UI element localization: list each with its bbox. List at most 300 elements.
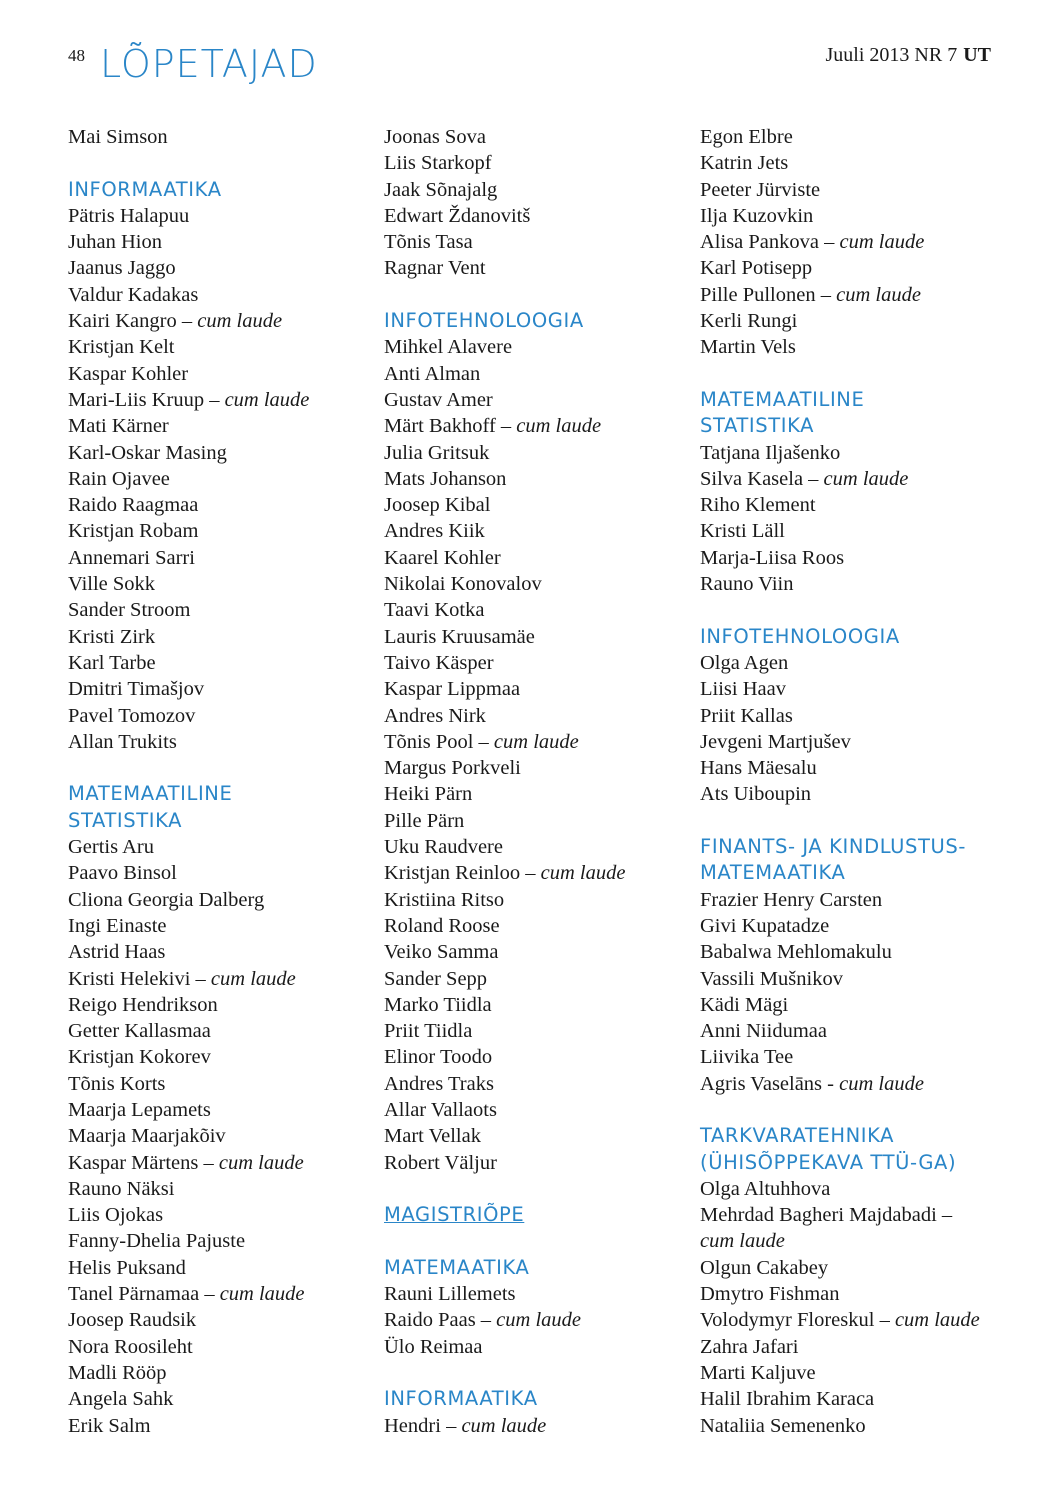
graduate-entry	[384, 966, 684, 992]
graduate-entry	[700, 1334, 1020, 1360]
brand-logo: UT	[963, 44, 991, 66]
graduate-name: Givi Kupatadze	[700, 914, 830, 937]
graduate-name: Mats Johanson	[384, 467, 507, 490]
graduate-entry	[68, 518, 368, 544]
graduate-entry	[68, 124, 368, 150]
graduate-name: Kristjan Reinloo	[384, 862, 521, 885]
graduate-entry	[384, 387, 684, 413]
honor-label: cum laude	[197, 310, 283, 333]
graduate-entry	[68, 729, 368, 755]
graduate-name: Jevgeni Martjušev	[700, 730, 851, 753]
honor-label: cum laude	[516, 415, 602, 438]
graduate-entry	[384, 229, 684, 255]
graduate-name: Tõnis Tasa	[384, 231, 473, 254]
graduate-entry	[68, 913, 368, 939]
graduate-entry	[700, 887, 1020, 913]
graduate-name: Roland Roose	[384, 914, 500, 937]
honor-label: cum laude	[894, 1309, 980, 1332]
graduate-entry	[384, 1281, 684, 1307]
column-2	[384, 124, 684, 1439]
graduate-entry	[700, 1360, 1020, 1386]
graduate-name: Taavi Kotka	[384, 599, 485, 622]
graduate-name: Mihkel Alavere	[384, 336, 513, 359]
graduate-name: Pätris Halapuu	[68, 204, 190, 227]
graduate-name: Pille Pullonen	[700, 283, 816, 306]
graduate-entry	[68, 1097, 368, 1123]
graduate-entry	[700, 124, 1020, 150]
graduate-entry	[384, 1150, 684, 1176]
graduate-name: Fanny-Dhelia Pajuste	[68, 1230, 246, 1253]
graduate-entry	[384, 860, 684, 886]
graduate-entry	[384, 808, 684, 834]
graduate-name: Frazier Henry Carsten	[700, 888, 883, 911]
graduate-entry	[700, 966, 1020, 992]
graduate-entry	[384, 676, 684, 702]
graduate-name: Sander Sepp	[384, 967, 488, 990]
graduate-name: Valdur Kadakas	[68, 283, 199, 306]
graduate-name: Peeter Jürviste	[700, 178, 821, 201]
section-heading: INFOTEHNOLOOGIA	[700, 624, 900, 648]
honor-separator: –	[803, 467, 824, 490]
honor-label: cum laude	[839, 1072, 924, 1095]
section-heading: MATEMAATILINE	[700, 387, 865, 411]
graduate-name: Agris Vaselāns	[700, 1072, 823, 1095]
graduate-name: Liis Starkopf	[384, 152, 492, 175]
section-heading: INFORMAATIKA	[384, 1387, 538, 1411]
graduate-entry	[700, 571, 1020, 597]
graduate-entry	[700, 1386, 1020, 1412]
spacer	[700, 808, 1020, 834]
honor-separator: –	[204, 388, 225, 411]
graduate-name: Hendri	[384, 1414, 441, 1437]
graduate-entry	[68, 229, 368, 255]
graduate-name: Erik Salm	[68, 1414, 151, 1437]
graduate-name: Mehrdad Bagheri Majdabadi –	[700, 1204, 953, 1227]
graduate-entry	[68, 992, 368, 1018]
graduate-name: Edwart Ždanovitš	[384, 204, 531, 227]
graduate-entry	[384, 1097, 684, 1123]
graduate-entry	[700, 1281, 1020, 1307]
honor-separator: –	[440, 1414, 462, 1437]
section-heading: MATEMAATIKA	[384, 1255, 530, 1279]
graduate-entry	[68, 466, 368, 492]
spacer	[384, 1176, 684, 1202]
honor-separator: -	[822, 1072, 840, 1095]
graduate-name: Uku Raudvere	[384, 836, 503, 859]
honor-separator: –	[199, 1283, 220, 1306]
graduate-entry	[700, 518, 1020, 544]
graduate-name: Margus Porkveli	[384, 757, 521, 780]
graduate-name: Kaspar Märtens	[68, 1151, 199, 1174]
graduate-name: Raido Paas	[384, 1309, 476, 1332]
graduate-entry	[700, 466, 1020, 492]
graduate-name: Paavo Binsol	[68, 862, 177, 885]
honor-label: cum laude	[700, 1230, 785, 1253]
graduate-name: Heiki Pärn	[384, 783, 473, 806]
graduate-name: Andres Nirk	[384, 704, 486, 727]
graduate-name: Nikolai Konovalov	[384, 573, 542, 596]
graduate-name: Martin Vels	[700, 336, 796, 359]
graduate-entry	[700, 1202, 1020, 1228]
graduate-entry	[700, 1255, 1020, 1281]
section-heading: INFORMAATIKA	[68, 177, 222, 201]
graduate-name: Madli Rööp	[68, 1361, 167, 1384]
graduate-name: Mari-Liis Kruup	[68, 388, 205, 411]
graduate-name: Andres Traks	[384, 1072, 494, 1095]
graduate-entry	[384, 177, 684, 203]
graduate-name: Zahra Jafari	[700, 1335, 799, 1358]
graduate-name: Allan Trukits	[68, 730, 177, 753]
graduate-entry	[68, 1255, 368, 1281]
spacer	[68, 150, 368, 176]
honor-separator: –	[176, 310, 198, 333]
graduate-entry	[700, 676, 1020, 702]
section-heading: MATEMAATIKA	[700, 861, 846, 885]
graduate-name: Sander Stroom	[68, 599, 191, 622]
graduate-name: Andres Kiik	[384, 520, 485, 543]
graduate-entry	[700, 913, 1020, 939]
graduate-entry	[384, 492, 684, 518]
graduate-name: Olgun Cakabey	[700, 1256, 829, 1279]
graduate-name: Joonas Sova	[384, 126, 486, 148]
graduate-name: Riho Klement	[700, 494, 816, 517]
graduate-entry	[68, 624, 368, 650]
graduate-entry	[700, 729, 1020, 755]
graduate-entry	[384, 1334, 684, 1360]
graduate-name: Kristi Helekivi	[68, 967, 191, 990]
graduate-entry	[384, 124, 684, 150]
honor-separator: –	[198, 1151, 219, 1174]
graduate-name: Kaspar Lippmaa	[384, 678, 521, 701]
honor-separator: –	[819, 231, 840, 254]
graduate-name: Joosep Kibal	[384, 494, 491, 517]
graduate-name: Julia Gritsuk	[384, 441, 490, 464]
graduate-entry	[68, 387, 368, 413]
graduate-entry	[68, 1044, 368, 1070]
graduate-name: Dmytro Fishman	[700, 1283, 840, 1306]
graduate-entry	[384, 755, 684, 781]
honor-separator: –	[520, 862, 541, 885]
graduate-name: Mart Vellak	[384, 1125, 481, 1148]
graduate-name: Dmitri Timašjov	[68, 678, 205, 701]
graduate-entry-continuation	[700, 1228, 1020, 1254]
graduate-name: Olga Altuhhova	[700, 1177, 831, 1200]
graduate-name: Tõnis Pool	[384, 730, 474, 753]
graduate-entry	[68, 676, 368, 702]
graduate-name: Helis Puksand	[68, 1256, 186, 1279]
graduate-name: Kaspar Kohler	[68, 362, 189, 385]
graduate-name: Kristi Läll	[700, 520, 785, 543]
honor-label: cum laude	[836, 283, 921, 306]
graduate-entry	[68, 1413, 368, 1439]
graduate-name: Tanel Pärnamaa	[68, 1283, 200, 1306]
graduate-entry	[384, 992, 684, 1018]
graduate-entry	[700, 1413, 1020, 1439]
graduate-entry	[68, 203, 368, 229]
graduate-entry	[384, 1044, 684, 1070]
graduate-name: Ville Sokk	[68, 573, 156, 596]
graduate-name: Liivika Tee	[700, 1046, 794, 1069]
graduate-name: Ülo Reimaa	[384, 1335, 483, 1358]
graduate-entry	[68, 308, 368, 334]
graduate-entry	[384, 518, 684, 544]
graduate-name: Reigo Hendrikson	[68, 993, 218, 1016]
graduate-entry	[384, 440, 684, 466]
graduate-name: Anti Alman	[384, 362, 481, 385]
graduate-entry	[384, 1413, 684, 1439]
spacer	[384, 282, 684, 308]
graduate-name: Angela Sahk	[68, 1388, 174, 1411]
graduate-name: Kerli Rungi	[700, 310, 798, 333]
graduate-entry	[68, 1307, 368, 1333]
honor-label: cum laude	[823, 467, 909, 490]
graduate-entry	[700, 334, 1020, 360]
graduate-name: Ats Uiboupin	[700, 783, 812, 806]
graduate-entry	[68, 1281, 368, 1307]
graduate-entry	[384, 413, 684, 439]
honor-label: cum laude	[839, 231, 925, 254]
graduate-entry	[68, 1071, 368, 1097]
graduate-name: Marja-Liisa Roos	[700, 546, 845, 569]
graduate-entry	[384, 1071, 684, 1097]
graduate-name: Hans Mäesalu	[700, 757, 817, 780]
graduate-entry	[384, 913, 684, 939]
graduate-name: Karl-Oskar Masing	[68, 441, 227, 464]
graduate-name: Silva Kasela	[700, 467, 804, 490]
honor-label: cum laude	[540, 862, 626, 885]
graduate-entry	[700, 1307, 1020, 1333]
graduate-entry	[384, 781, 684, 807]
graduate-name: Rauni Lillemets	[384, 1283, 516, 1306]
graduate-entry	[700, 939, 1020, 965]
column-1	[68, 124, 368, 1439]
honor-separator: –	[495, 415, 517, 438]
graduate-entry	[68, 966, 368, 992]
graduate-entry	[68, 939, 368, 965]
graduate-name: Kairi Kangro	[68, 310, 177, 333]
graduate-name: Ilja Kuzovkin	[700, 204, 814, 227]
graduate-name: Lauris Kruusamäe	[384, 625, 535, 648]
graduate-name: Karl Tarbe	[68, 651, 156, 674]
graduate-entry	[68, 1018, 368, 1044]
honor-label: cum laude	[218, 1151, 304, 1174]
honor-separator: –	[473, 730, 494, 753]
section-heading: (ÜHISÕPPEKAVA TTÜ-GA)	[700, 1150, 957, 1174]
graduate-name: Getter Kallasmaa	[68, 1020, 211, 1043]
graduate-name: Nataliia Semenenko	[700, 1414, 866, 1437]
graduate-entry	[700, 255, 1020, 281]
graduate-entry	[700, 1071, 1020, 1097]
graduate-entry	[384, 834, 684, 860]
graduate-name: Cliona Georgia Dalberg	[68, 888, 265, 911]
graduate-name: Kristiina Ritso	[384, 888, 505, 911]
graduate-name: Allar Vallaots	[384, 1098, 497, 1121]
graduate-name: Nora Roosileht	[68, 1335, 193, 1358]
graduate-entry	[68, 361, 368, 387]
graduate-entry	[68, 703, 368, 729]
graduate-name: Pavel Tomozov	[68, 704, 196, 727]
honor-label: cum laude	[493, 730, 579, 753]
issue-info	[826, 44, 991, 67]
honor-label: cum laude	[496, 1309, 581, 1332]
graduate-name: Märt Bakhoff	[384, 415, 496, 438]
graduate-name: Tatjana Iljašenko	[700, 441, 841, 464]
graduate-name: Astrid Haas	[68, 941, 166, 964]
honor-separator: –	[874, 1309, 895, 1332]
graduate-name: Vassili Mušnikov	[700, 967, 843, 990]
graduate-name: Priit Kallas	[700, 704, 793, 727]
honor-separator: –	[190, 967, 211, 990]
graduate-name: Rauno Viin	[700, 573, 794, 596]
graduate-entry	[700, 282, 1020, 308]
honor-separator: –	[815, 283, 837, 306]
graduate-entry	[384, 1018, 684, 1044]
section-heading: FINANTS- JA KINDLUSTUS-	[700, 835, 967, 859]
graduate-entry	[68, 887, 368, 913]
graduate-name: Marti Kaljuve	[700, 1361, 816, 1384]
graduate-entry	[700, 755, 1020, 781]
graduate-entry	[384, 545, 684, 571]
graduate-name: Rain Ojavee	[68, 467, 170, 490]
graduate-entry	[700, 545, 1020, 571]
graduate-name: Ingi Einaste	[68, 914, 167, 937]
graduate-name: Mai Simson	[68, 126, 168, 148]
graduate-entry	[384, 597, 684, 623]
graduate-name: Marko Tiidla	[384, 993, 492, 1016]
graduate-entry	[68, 1228, 368, 1254]
honor-label: cum laude	[461, 1414, 547, 1437]
section-heading: TARKVARATEHNIKA	[700, 1124, 895, 1148]
graduate-entry	[384, 729, 684, 755]
graduate-name: Anni Niidumaa	[700, 1020, 827, 1043]
graduate-name: Mati Kärner	[68, 415, 169, 438]
graduate-entry	[700, 781, 1020, 807]
graduate-name: Kaarel Kohler	[384, 546, 501, 569]
graduate-entry	[384, 150, 684, 176]
graduate-entry	[384, 203, 684, 229]
graduate-entry	[68, 860, 368, 886]
graduate-entry	[384, 571, 684, 597]
honor-separator: –	[475, 1309, 497, 1332]
graduate-name: Liis Ojokas	[68, 1204, 164, 1227]
spacer	[68, 755, 368, 781]
graduate-name: Karl Potisepp	[700, 257, 813, 280]
honor-label: cum laude	[219, 1283, 305, 1306]
graduate-entry	[68, 597, 368, 623]
graduate-entry	[68, 1334, 368, 1360]
graduate-entry	[68, 545, 368, 571]
graduate-name: Jaanus Jaggo	[68, 257, 176, 280]
honor-label: cum laude	[210, 967, 296, 990]
graduate-name: Rauno Näksi	[68, 1177, 175, 1200]
graduate-entry	[384, 1123, 684, 1149]
spacer	[700, 597, 1020, 623]
graduate-name: Halil Ibrahim Karaca	[700, 1388, 875, 1411]
spacer	[700, 1097, 1020, 1123]
graduate-entry	[384, 650, 684, 676]
graduate-name: Joosep Raudsik	[68, 1309, 197, 1332]
section-heading: STATISTIKA	[700, 414, 815, 438]
graduate-entry	[68, 1386, 368, 1412]
section-heading: INFOTEHNOLOOGIA	[384, 309, 584, 333]
graduate-entry	[700, 440, 1020, 466]
graduate-entry	[68, 571, 368, 597]
graduate-entry	[700, 150, 1020, 176]
graduate-name: Jaak Sõnajalg	[384, 178, 498, 201]
graduate-entry	[68, 650, 368, 676]
graduate-name: Babalwa Mehlomakulu	[700, 941, 892, 964]
graduate-name: Robert Väljur	[384, 1151, 497, 1174]
graduate-entry	[384, 255, 684, 281]
graduate-entry	[68, 334, 368, 360]
section-heading: STATISTIKA	[68, 808, 183, 832]
graduate-entry	[68, 834, 368, 860]
graduate-entry	[700, 650, 1020, 676]
issue-date: Juuli 2013 NR 7	[825, 44, 958, 66]
graduate-entry	[700, 992, 1020, 1018]
graduate-name: Juhan Hion	[68, 231, 162, 254]
graduate-entry	[384, 466, 684, 492]
graduate-name: Liisi Haav	[700, 678, 786, 701]
column-3	[700, 124, 1020, 1439]
graduate-entry	[384, 703, 684, 729]
section-heading-link[interactable]: MAGISTRIÕPE	[384, 1203, 525, 1227]
graduate-name: Annemari Sarri	[68, 546, 195, 569]
graduate-name: Tõnis Korts	[68, 1072, 166, 1095]
graduate-name: Veiko Samma	[384, 941, 499, 964]
graduate-name: Kristjan Kokorev	[68, 1046, 211, 1069]
graduate-name: Kristjan Robam	[68, 520, 199, 543]
graduate-entry	[68, 1176, 368, 1202]
graduate-name: Katrin Jets	[700, 152, 789, 175]
graduate-name: Maarja Maarjakõiv	[68, 1125, 226, 1148]
graduate-entry	[700, 492, 1020, 518]
graduate-entry	[68, 413, 368, 439]
graduate-entry	[384, 334, 684, 360]
honor-label: cum laude	[224, 388, 310, 411]
graduate-entry	[68, 1150, 368, 1176]
graduate-entry	[700, 229, 1020, 255]
graduate-name: Maarja Lepamets	[68, 1098, 211, 1121]
graduate-name: Gustav Amer	[384, 388, 493, 411]
graduate-name: Kristjan Kelt	[68, 336, 175, 359]
graduate-name: Taivo Käsper	[384, 651, 494, 674]
graduate-name: Pille Pärn	[384, 809, 465, 832]
graduate-name: Volodymyr Floreskul	[700, 1309, 875, 1332]
graduate-entry	[384, 887, 684, 913]
graduate-entry	[700, 1176, 1020, 1202]
graduate-name: Elinor Toodo	[384, 1046, 493, 1069]
graduate-entry	[700, 1018, 1020, 1044]
graduate-name: Gertis Aru	[68, 836, 154, 859]
graduate-entry	[700, 1044, 1020, 1070]
spacer	[384, 1360, 684, 1386]
graduate-entry	[68, 1202, 368, 1228]
graduate-entry	[68, 255, 368, 281]
spacer	[700, 361, 1020, 387]
graduate-entry	[384, 1307, 684, 1333]
graduate-entry	[384, 361, 684, 387]
graduate-name: Egon Elbre	[700, 126, 793, 148]
graduate-entry	[384, 939, 684, 965]
graduate-entry	[700, 703, 1020, 729]
graduate-name: Kristi Zirk	[68, 625, 156, 648]
section-heading: MATEMAATILINE	[68, 782, 233, 806]
graduate-entry	[700, 203, 1020, 229]
graduate-entry	[68, 1123, 368, 1149]
graduate-entry	[384, 624, 684, 650]
graduate-entry	[700, 308, 1020, 334]
